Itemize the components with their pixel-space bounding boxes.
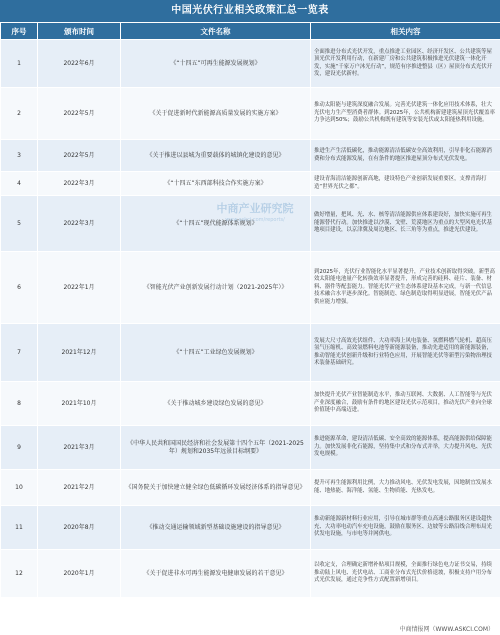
row-file-name: 《国务院关于加快建立健全绿色低碳循环发展经济体系的指导意见》 bbox=[121, 470, 311, 506]
table-row bbox=[1, 550, 500, 598]
table-row bbox=[1, 470, 500, 506]
row-file-name: 《关于促进新时代新能源高质量发展的实施方案》 bbox=[121, 88, 311, 140]
row-content: 提升可再生能源利用比例，大力推动风电、光伏发电发展，因地制宜发展水能、地热能、海洋能、氢能、生物质能、光热发电。 bbox=[311, 470, 500, 506]
row-content: 以收定支，合理确定新增补贴项目规模，全面推行绿色电力证书交易，持续推动陆上风电、光伏电站、工商业分布式光伏价格退坡，积极支持户用分布式光伏发展，通过竞争性方式配置新增项目。 bbox=[311, 550, 500, 598]
row-date: 2022年5月 bbox=[38, 88, 121, 140]
row-file-name: 《推动交通运输领域新型基础设施建设的指导意见》 bbox=[121, 506, 311, 550]
row-date: 2022年5月 bbox=[38, 140, 121, 172]
row-index: 9 bbox=[1, 426, 38, 470]
row-index: 3 bbox=[1, 140, 38, 172]
row-file-name: 《“十四五”现代能源体系规划》 bbox=[121, 196, 311, 252]
row-index: 11 bbox=[1, 506, 38, 550]
table-row bbox=[1, 324, 500, 382]
row-file-name: 《关于推进以县城为重要载体的城镇化建设的意见》 bbox=[121, 140, 311, 172]
row-index: 2 bbox=[1, 88, 38, 140]
row-file-name: 《关于促进非水可再生能源发电健康发展的若干意见》 bbox=[121, 550, 311, 598]
watermark-text: 中商产业研究院 bbox=[216, 202, 294, 215]
row-date: 2022年3月 bbox=[38, 196, 121, 252]
row-content: 发展大尺寸高效光伏组件、大功率海上风电装备、氢燃料燃气轮机、超高压氢气压缩机、高效氢燃料电池等新能源装备，推动先进适用的新能源装备，推动智能光伏创新升级和行业特色应用，开展智能光伏等新型污染物治理技术装备基础研究。 bbox=[311, 324, 500, 382]
row-file-name: 《“十四五”可再生能源发展规划》 bbox=[121, 40, 311, 88]
row-content: 做好增量，把风、光、水、核等清洁能源供应体系建设好，加快实施可再生能源替代行动。加快推进以沙漠、戈壁、荒漠地区为重点的大型风电光伏基地项目建设，以京津冀及周边地区、长三角等为重点，推进光伏建设。 bbox=[311, 196, 500, 252]
watermark-url: www.askci.com/reports/ bbox=[225, 217, 285, 223]
table-row bbox=[1, 172, 500, 196]
header-content: 相关内容 bbox=[311, 23, 500, 40]
row-file-name: 《关于推动城乡建设绿色发展的意见》 bbox=[121, 382, 311, 426]
table-row bbox=[1, 506, 500, 550]
table-header-row bbox=[1, 23, 500, 40]
policy-table bbox=[0, 22, 500, 598]
row-date: 2021年2月 bbox=[38, 470, 121, 506]
row-content: 加快提升光伏产业智能制造水平，推动互联网、大数据、人工智能等与光伏产业深度融合，鼓励有条件的地区建设光伏示范项目，推动光伏产业向全球价值链中高端迈进。 bbox=[311, 382, 500, 426]
row-index: 4 bbox=[1, 172, 38, 196]
row-content: 推动太阳能与建筑深度融合发展。完善光伏建筑一体化应用技术体系，壮大光伏电力生产型消费者群体。到2025年，公共机构新建建筑屋顶光伏覆盖率力争达到50%；鼓励公共机构既有建筑等安装光伏或太阳能热利用设施。 bbox=[311, 88, 500, 140]
row-index: 10 bbox=[1, 470, 38, 506]
row-date: 2020年8月 bbox=[38, 506, 121, 550]
row-date: 2021年3月 bbox=[38, 426, 121, 470]
table-row bbox=[1, 140, 500, 172]
row-date: 2020年1月 bbox=[38, 550, 121, 598]
row-index: 12 bbox=[1, 550, 38, 598]
table-row bbox=[1, 196, 500, 252]
table-row bbox=[1, 426, 500, 470]
row-index: 8 bbox=[1, 382, 38, 426]
table-row bbox=[1, 382, 500, 426]
row-content: 建设青海清洁能源创新高地，建设特色产业创新发展重要区，支撑青海打造“世界光伏之都”。 bbox=[311, 172, 500, 196]
row-content: 推进生产生活低碳化，推动能源清洁低碳安全高效利用，引导非化石能源消费和分布式能源发展，在有条件的地区推进屋顶分布式光伏发电。 bbox=[311, 140, 500, 172]
row-file-name: 《“十四五”东西部科技合作实施方案》 bbox=[121, 172, 311, 196]
row-content: 推动新能源新材料行业应用，引导在城市群等重点高速公路服务区建设超快充、大功率电动汽车充电设施，鼓励在服务区、边坡等公路沿线合理布局光伏发电设施，与市电等并网供电。 bbox=[311, 506, 500, 550]
header-index: 序号 bbox=[1, 23, 38, 40]
table-row bbox=[1, 252, 500, 324]
row-index: 5 bbox=[1, 196, 38, 252]
row-file-name: 《“十四五”工业绿色发展规划》 bbox=[121, 324, 311, 382]
table-row bbox=[1, 88, 500, 140]
source-footer: 中商情报网（WWW.ASKCI.COM） bbox=[399, 626, 494, 633]
row-date: 2022年1月 bbox=[38, 252, 121, 324]
header-file-name: 文件名称 bbox=[121, 23, 311, 40]
row-date: 2022年6月 bbox=[38, 40, 121, 88]
row-date: 2021年12月 bbox=[38, 324, 121, 382]
row-content: 推进能源革命，建设清洁低碳、安全高效的能源体系，提高能源供给保障能力。加快发展非化石能源，坚持集中式和分布式并举，大力提升风电、光伏发电规模。 bbox=[311, 426, 500, 470]
row-index: 1 bbox=[1, 40, 38, 88]
table-title: 中国光伏行业相关政策汇总一览表 bbox=[0, 0, 500, 22]
row-index: 6 bbox=[1, 252, 38, 324]
row-file-name: 《中华人民共和国国民经济和社会发展第十四个五年（2021-2025年）规划和2035年远景目标纲要》 bbox=[121, 426, 311, 470]
row-date: 2021年10月 bbox=[38, 382, 121, 426]
row-date: 2022年3月 bbox=[38, 172, 121, 196]
header-date: 颁布时间 bbox=[38, 23, 121, 40]
table-row bbox=[1, 40, 500, 88]
row-file-name: 《智能光伏产业创新发展行动计划（2021-2025年）》 bbox=[121, 252, 311, 324]
row-content: 到2025年，光伏行业智能化水平显著提升，产业技术创新取得突破。新型高效太阳能电池量产化转换效率显著提升，形成完善的硅料、硅片、装备、材料、器件等配套能力。智能光伏产业生态体系建设基本完成，与新一代信息技术融合水平逐步深化。智能制造、绿色制造取得明显进展，智能光伏产品供应能力增强。 bbox=[311, 252, 500, 324]
row-content: 全面推进分布式光伏开发，重点推进工业园区、经济开发区、公共建筑等屋顶光伏开发利用行动，在新建厂房和公共建筑积极推进光伏建筑一体化开发，实施“千家万户沐光行动”，规范有序推进整县（区）屋顶分布式光伏开发，建设光伏新村。 bbox=[311, 40, 500, 88]
row-index: 7 bbox=[1, 324, 38, 382]
